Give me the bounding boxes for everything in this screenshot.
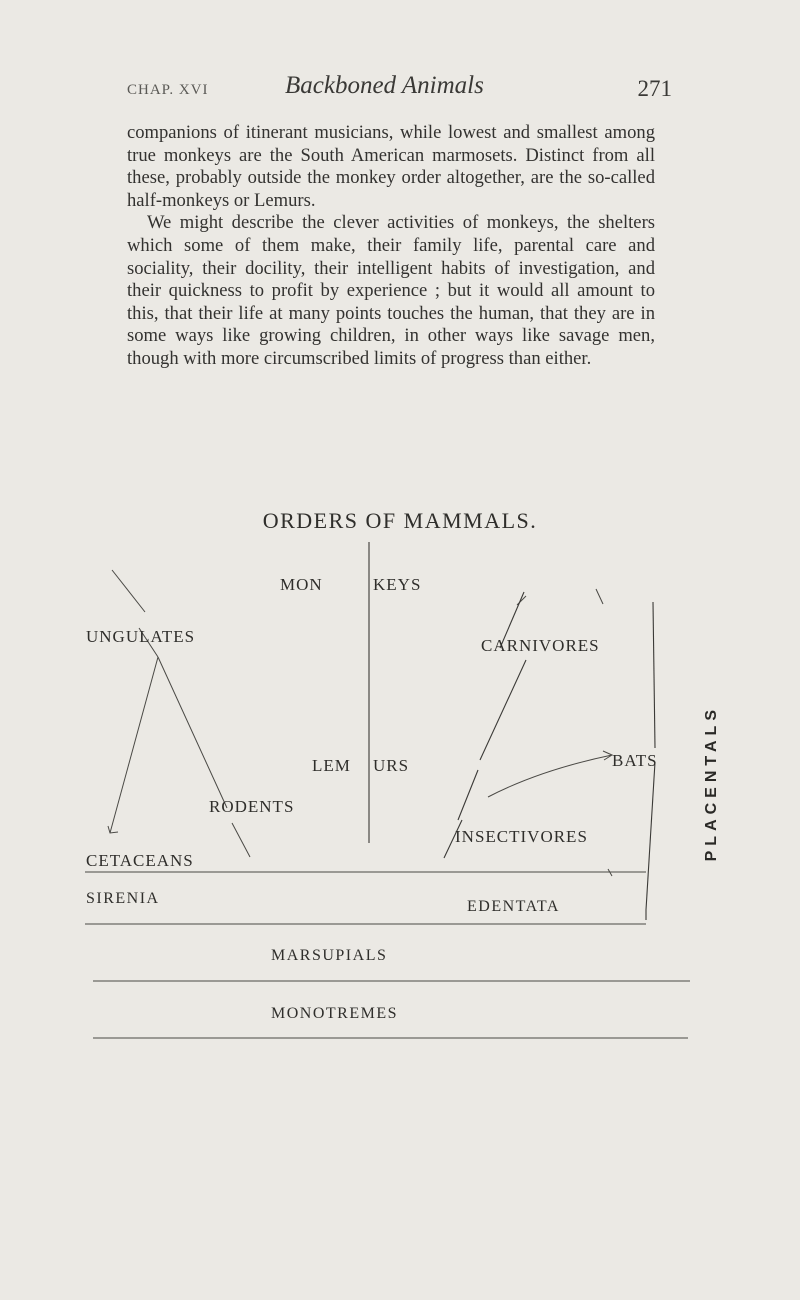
carnivores-right-line: [596, 589, 603, 604]
cetaceans-arrow: [108, 826, 118, 833]
label-mon: MON: [280, 575, 323, 594]
label-urs: URS: [373, 756, 410, 775]
label-keys: KEYS: [373, 575, 422, 594]
insectivores-divider-line: [458, 770, 478, 820]
label-monotremes: MONOTREMES: [271, 1005, 399, 1022]
diagram-title: ORDERS OF MAMMALS.: [262, 508, 538, 533]
carnivores-insectivores-line: [480, 660, 526, 760]
paragraph: We might describe the clever activities of monkeys, the shelters which some of them make, their family life, parental care and sociality, their docility, their intelligent habits of investigation, and their quickness to profit by experience ; but it would all amount to this, that their life at many points touches the human, that they are in some ways like growing children, in other ways like savage men, though with more circumscribed limits of progress than either.: [127, 212, 655, 369]
label-rodents: RODENTS: [209, 797, 295, 816]
placentals-bracket-top: [653, 602, 655, 748]
label-lem: LEM: [312, 756, 351, 775]
chapter-label: CHAP. XVI: [127, 82, 209, 98]
page-number: 271: [637, 76, 672, 101]
ungulates-cetaceans-line: [110, 657, 158, 833]
label-insectivores: INSECTIVORES: [455, 827, 588, 846]
running-title: Backboned Animals: [285, 72, 484, 99]
label-sirenia: SIRENIA: [86, 890, 160, 907]
label-placentals: PLACENTALS: [703, 705, 720, 862]
label-carnivores: CARNIVORES: [481, 636, 600, 655]
ungulates-branch-line: [112, 570, 145, 612]
rodents-branch-line: [232, 823, 250, 857]
placentals-bracket-bottom: [646, 762, 655, 910]
bats-arrow-line: [488, 755, 612, 797]
label-marsupials: MARSUPIALS: [271, 947, 388, 964]
label-edentata: EDENTATA: [467, 898, 560, 915]
label-ungulates: UNGULATES: [86, 627, 196, 646]
ungulates-rodents-line: [158, 657, 227, 808]
label-bats: BATS: [612, 751, 658, 770]
paragraph: companions of itinerant musicians, while lowest and smallest among true monkeys are the South American marmosets. Distinct from all these, probably outside the monkey order altogether, are the so-called half-monkeys or Lemurs.: [127, 122, 655, 211]
label-cetaceans: CETACEANS: [86, 851, 194, 870]
